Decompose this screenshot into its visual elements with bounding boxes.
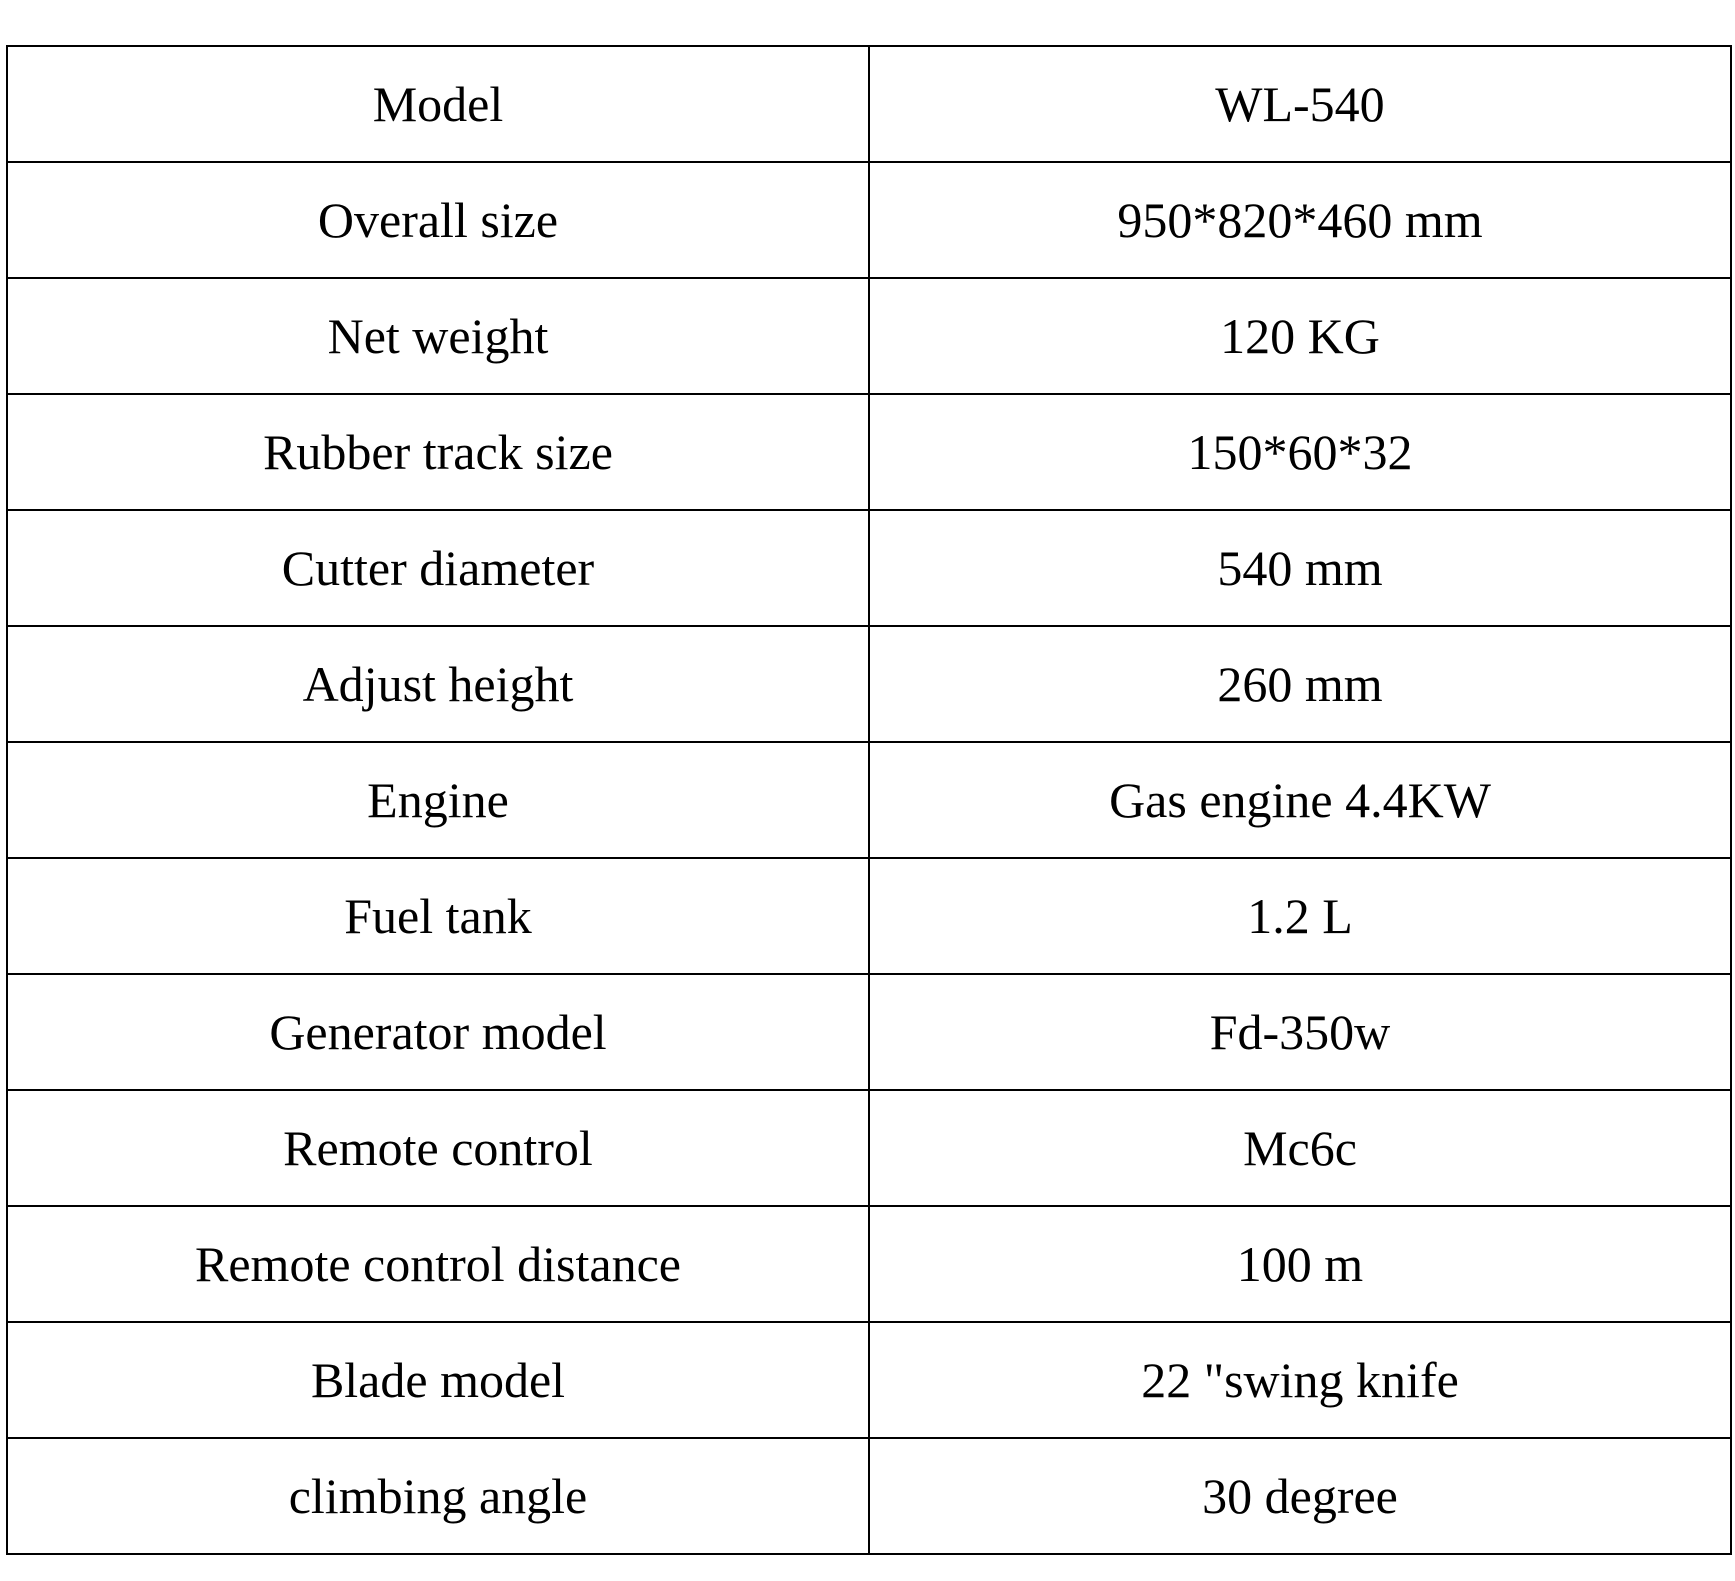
table-row [7, 1438, 1731, 1554]
spec-label: Engine [7, 742, 869, 858]
spec-label: Remote control [7, 1090, 869, 1206]
spec-label: climbing angle [7, 1438, 869, 1554]
table-row [7, 46, 1731, 162]
spec-value: WL-540 [869, 46, 1731, 162]
spec-label: Net weight [7, 278, 869, 394]
table-row [7, 1322, 1731, 1438]
spec-value: 540 mm [869, 510, 1731, 626]
spec-label: Adjust height [7, 626, 869, 742]
table-row [7, 1090, 1731, 1206]
table-row [7, 742, 1731, 858]
spec-label: Blade model [7, 1322, 869, 1438]
spec-value: 30 degree [869, 1438, 1731, 1554]
table-row [7, 626, 1731, 742]
spec-label: Generator model [7, 974, 869, 1090]
spec-label: Overall size [7, 162, 869, 278]
spec-value: Mc6c [869, 1090, 1731, 1206]
table-row [7, 394, 1731, 510]
table-row [7, 974, 1731, 1090]
table-row [7, 162, 1731, 278]
table-row [7, 858, 1731, 974]
spec-value: Gas engine 4.4KW [869, 742, 1731, 858]
spec-value: 100 m [869, 1206, 1731, 1322]
spec-label: Model [7, 46, 869, 162]
spec-value: 120 KG [869, 278, 1731, 394]
spec-label: Cutter diameter [7, 510, 869, 626]
table-row [7, 510, 1731, 626]
spec-value: 260 mm [869, 626, 1731, 742]
spec-label: Remote control distance [7, 1206, 869, 1322]
spec-label: Rubber track size [7, 394, 869, 510]
table-row [7, 1206, 1731, 1322]
spec-table [6, 45, 1732, 1555]
spec-label: Fuel tank [7, 858, 869, 974]
spec-value: 150*60*32 [869, 394, 1731, 510]
spec-value: Fd-350w [869, 974, 1731, 1090]
spec-value: 22 "swing knife [869, 1322, 1731, 1438]
spec-value: 1.2 L [869, 858, 1731, 974]
table-row [7, 278, 1731, 394]
spec-value: 950*820*460 mm [869, 162, 1731, 278]
